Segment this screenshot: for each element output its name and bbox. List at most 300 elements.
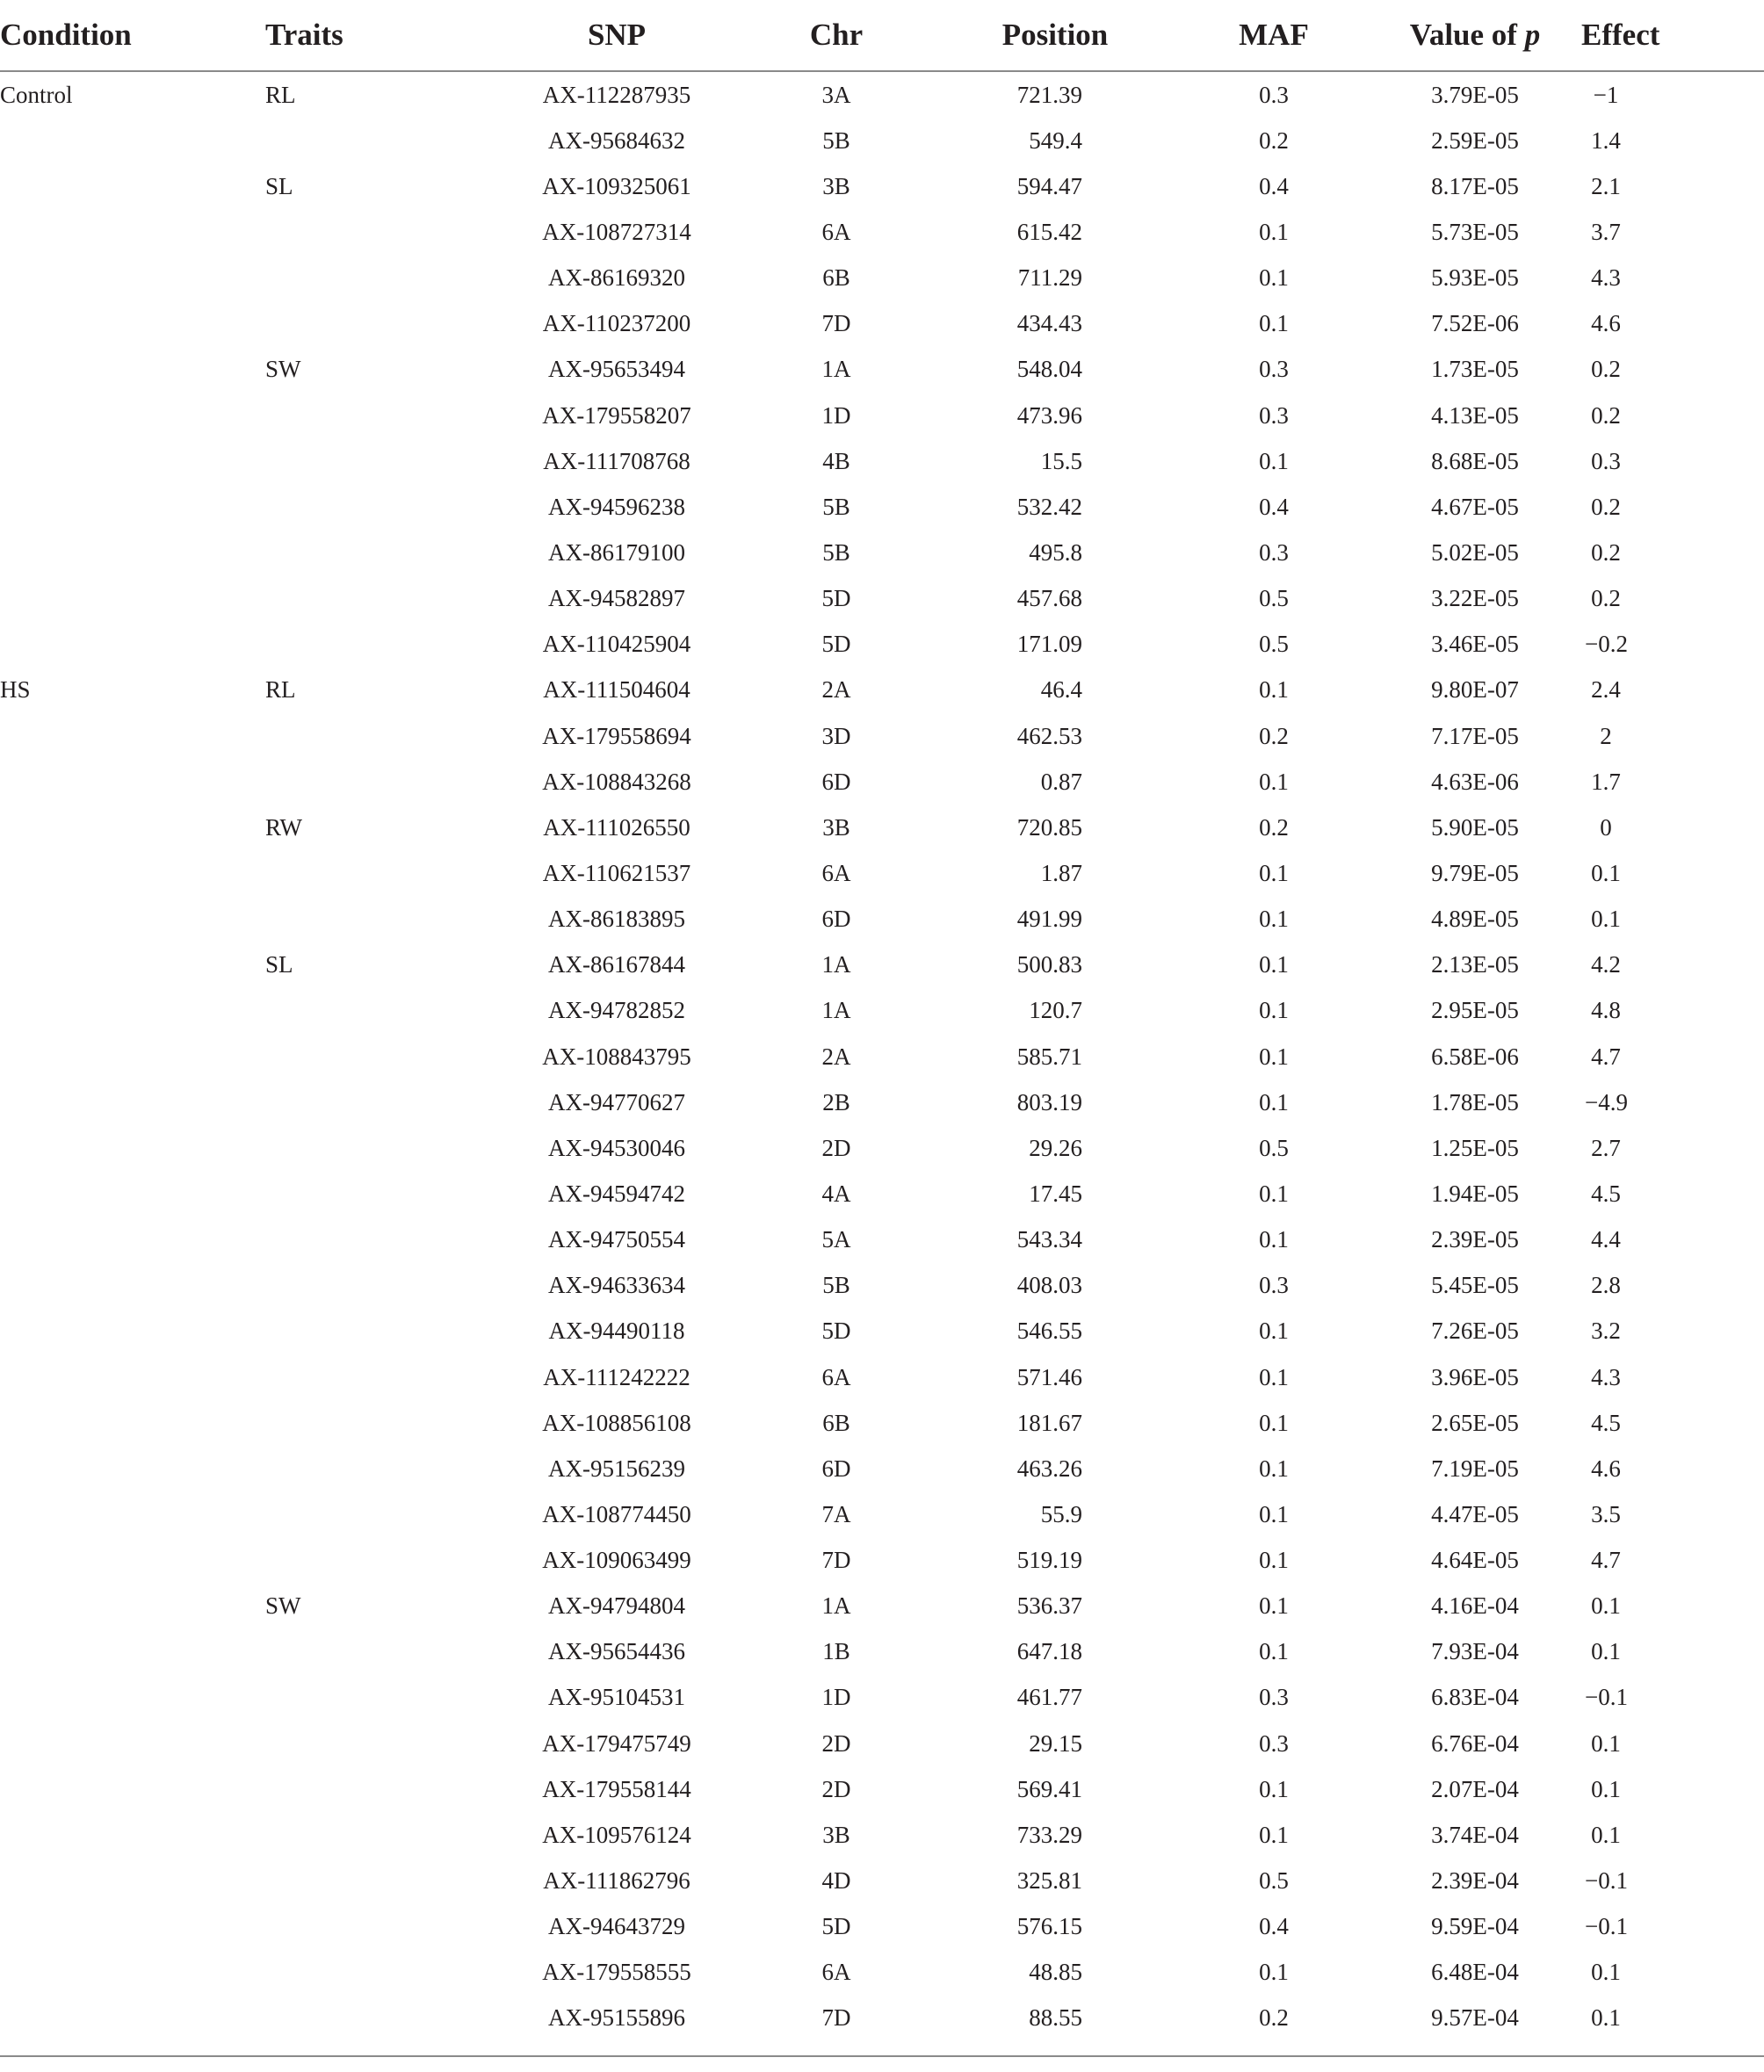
effect-value: −0.2 <box>1585 631 1628 658</box>
cell-condition <box>0 1675 265 1721</box>
cell-effect <box>1588 1446 1764 1491</box>
cell-maf: 0.1 <box>1259 1363 1289 1390</box>
cell-trait <box>265 393 485 438</box>
cell-condition <box>0 1538 265 1584</box>
cell-p-value: 4.89E-05 <box>1431 906 1519 933</box>
cell-chr: 6D <box>821 1455 851 1482</box>
cell-position: 500.83 <box>1016 951 1082 978</box>
table-row <box>0 1125 1764 1171</box>
cell-effect <box>1585 1904 1764 1950</box>
cell-maf: 0.1 <box>1259 1775 1289 1802</box>
table-row <box>0 1996 1764 2041</box>
table-row <box>0 209 1764 255</box>
cell-chr: 6A <box>821 1959 851 1986</box>
table-row <box>0 530 1764 575</box>
header-p-value <box>1362 0 1588 71</box>
cell-p-value: 2.39E-05 <box>1431 1226 1519 1253</box>
cell-chr: 4D <box>821 1867 851 1895</box>
table-row <box>0 1538 1764 1584</box>
cell-condition <box>0 1171 265 1216</box>
cell-chr: 6A <box>821 218 851 245</box>
table-row <box>0 1400 1764 1446</box>
cell-snp: AX-111862796 <box>543 1867 690 1895</box>
cell-maf: 0.4 <box>1259 172 1289 199</box>
effect-value: −1 <box>1593 81 1619 108</box>
cell-position: 571.46 <box>1016 1363 1082 1390</box>
cell-maf: 0.1 <box>1259 264 1289 292</box>
header-p-prefix: Value of <box>1409 18 1525 52</box>
cell-snp: AX-95156239 <box>548 1455 685 1482</box>
effect-value: 0.1 <box>1591 2004 1621 2032</box>
cell-snp: AX-112287935 <box>542 81 691 108</box>
cell-position: 55.9 <box>1040 1500 1082 1527</box>
cell-maf: 0.1 <box>1259 1500 1289 1527</box>
cell-trait <box>265 209 485 255</box>
cell-chr: 6B <box>822 1409 850 1436</box>
cell-maf: 0.3 <box>1259 81 1289 108</box>
cell-condition <box>0 209 265 255</box>
cell-effect <box>1588 438 1764 484</box>
cell-chr: 5D <box>821 585 851 612</box>
cell-position: 120.7 <box>1029 997 1082 1024</box>
cell-condition <box>0 530 265 575</box>
cell-chr: 1D <box>821 1684 851 1711</box>
cell-p-value: 5.73E-05 <box>1431 218 1519 245</box>
cell-maf: 0.1 <box>1259 906 1289 933</box>
cell-position: 546.55 <box>1016 1318 1082 1345</box>
cell-effect <box>1588 576 1764 622</box>
effect-value: 4.4 <box>1591 1226 1621 1253</box>
table-row <box>0 301 1764 347</box>
cell-p-value: 3.79E-05 <box>1431 81 1519 108</box>
cell-p-value: 6.83E-04 <box>1431 1684 1519 1711</box>
cell-chr: 2A <box>821 676 851 704</box>
cell-chr: 6D <box>821 906 851 933</box>
cell-maf: 0.5 <box>1259 631 1289 658</box>
cell-snp: AX-94770627 <box>548 1088 685 1115</box>
cell-trait <box>265 1766 485 1812</box>
cell-maf: 0.3 <box>1259 538 1289 566</box>
cell-chr: 2A <box>821 1043 851 1070</box>
cell-maf: 0.2 <box>1259 2004 1289 2032</box>
cell-snp: AX-110425904 <box>542 631 691 658</box>
cell-position: 491.99 <box>1016 906 1082 933</box>
cell-snp: AX-179558694 <box>542 722 691 749</box>
cell-p-value: 8.17E-05 <box>1431 172 1519 199</box>
cell-condition <box>0 1950 265 1996</box>
cell-p-value: 3.74E-04 <box>1431 1821 1519 1848</box>
cell-position: 88.55 <box>1029 2004 1082 2032</box>
cell-effect <box>1585 622 1764 668</box>
cell-trait <box>265 1538 485 1584</box>
table-row <box>0 347 1764 393</box>
cell-p-value: 3.96E-05 <box>1431 1363 1519 1390</box>
cell-p-value: 4.47E-05 <box>1431 1500 1519 1527</box>
effect-value: 2.7 <box>1591 1134 1621 1161</box>
cell-maf: 0.2 <box>1259 813 1289 841</box>
cell-snp: AX-94530046 <box>548 1134 685 1161</box>
effect-value: 0.2 <box>1591 401 1621 429</box>
cell-snp: AX-108856108 <box>542 1409 691 1436</box>
cell-chr: 6B <box>822 264 850 292</box>
cell-snp: AX-94643729 <box>548 1913 685 1940</box>
cell-p-value: 1.73E-05 <box>1431 356 1519 383</box>
cell-trait <box>265 438 485 484</box>
cell-maf: 0.1 <box>1259 218 1289 245</box>
cell-trait <box>265 1171 485 1216</box>
cell-condition <box>0 1812 265 1858</box>
cell-maf: 0.1 <box>1259 1043 1289 1070</box>
cell-position: 548.04 <box>1016 356 1082 383</box>
cell-trait <box>265 1721 485 1766</box>
cell-effect <box>1588 1309 1764 1354</box>
cell-p-value: 9.79E-05 <box>1431 859 1519 886</box>
cell-effect <box>1585 1858 1764 1903</box>
cell-snp: AX-95155896 <box>548 2004 685 2032</box>
table-row <box>0 713 1764 759</box>
cell-snp: AX-179475749 <box>542 1729 691 1757</box>
cell-chr: 2D <box>821 1134 851 1161</box>
cell-position: 17.45 <box>1029 1180 1082 1207</box>
table-row <box>0 805 1764 850</box>
cell-maf: 0.1 <box>1259 1226 1289 1253</box>
cell-maf: 0.4 <box>1259 493 1289 520</box>
cell-condition <box>0 1584 265 1629</box>
cell-maf: 0.5 <box>1259 1134 1289 1161</box>
cell-condition <box>0 256 265 301</box>
cell-snp: AX-95653494 <box>548 356 685 383</box>
header-p-italic: p <box>1524 18 1541 52</box>
cell-chr: 6D <box>821 768 851 795</box>
table-row <box>0 1034 1764 1079</box>
cell-position: 720.85 <box>1016 813 1082 841</box>
cell-position: 495.8 <box>1029 538 1082 566</box>
cell-effect <box>1588 484 1764 530</box>
cell-condition <box>0 622 265 668</box>
cell-chr: 5B <box>822 493 850 520</box>
cell-trait <box>265 897 485 942</box>
header-traits: Traits <box>265 0 485 71</box>
cell-trait: SW <box>265 1592 301 1620</box>
cell-effect <box>1588 209 1764 255</box>
cell-p-value: 2.07E-04 <box>1431 1775 1519 1802</box>
cell-snp: AX-111242222 <box>543 1363 690 1390</box>
cell-snp: AX-108774450 <box>542 1500 691 1527</box>
table-row <box>0 668 1764 713</box>
cell-maf: 0.3 <box>1259 356 1289 383</box>
table-row <box>0 1217 1764 1263</box>
cell-position: 569.41 <box>1016 1775 1082 1802</box>
effect-value: 4.3 <box>1591 1363 1621 1390</box>
cell-maf: 0.3 <box>1259 1729 1289 1757</box>
cell-p-value: 2.39E-04 <box>1431 1867 1519 1895</box>
cell-effect <box>1588 1125 1764 1171</box>
table-row <box>0 1675 1764 1721</box>
cell-trait <box>265 1950 485 1996</box>
cell-position: 325.81 <box>1016 1867 1082 1895</box>
effect-value: 4.2 <box>1591 951 1621 978</box>
cell-snp: AX-109063499 <box>542 1547 691 1574</box>
cell-effect <box>1588 347 1764 393</box>
cell-p-value: 9.80E-07 <box>1431 676 1519 704</box>
header-row <box>0 0 1764 71</box>
cell-condition <box>0 1446 265 1491</box>
cell-condition <box>0 1629 265 1675</box>
cell-snp: AX-111504604 <box>543 676 690 704</box>
cell-effect <box>1588 1034 1764 1079</box>
cell-maf: 0.1 <box>1259 1592 1289 1620</box>
cell-p-value: 3.46E-05 <box>1431 631 1519 658</box>
header-condition: Condition <box>0 0 265 71</box>
cell-trait <box>265 1400 485 1446</box>
cell-p-value: 6.48E-04 <box>1431 1959 1519 1986</box>
cell-trait: SL <box>265 951 293 978</box>
cell-condition <box>0 438 265 484</box>
cell-chr: 5D <box>821 1318 851 1345</box>
table-row <box>0 1354 1764 1400</box>
cell-maf: 0.3 <box>1259 1272 1289 1299</box>
cell-maf: 0.2 <box>1259 126 1289 154</box>
cell-snp: AX-179558555 <box>542 1959 691 1986</box>
cell-trait <box>265 1125 485 1171</box>
table-row <box>0 988 1764 1034</box>
cell-p-value: 4.13E-05 <box>1431 401 1519 429</box>
cell-snp: AX-179558144 <box>542 1775 691 1802</box>
effect-value: 4.5 <box>1591 1409 1621 1436</box>
cell-chr: 2B <box>822 1088 850 1115</box>
cell-snp: AX-109576124 <box>542 1821 691 1848</box>
table-row <box>0 897 1764 942</box>
cell-snp: AX-108727314 <box>542 218 691 245</box>
cell-condition <box>0 850 265 896</box>
cell-snp: AX-94782852 <box>548 997 685 1024</box>
cell-effect <box>1588 301 1764 347</box>
cell-position: 408.03 <box>1016 1272 1082 1299</box>
cell-maf: 0.1 <box>1259 447 1289 474</box>
effect-value: 0.1 <box>1591 859 1621 886</box>
cell-trait <box>265 256 485 301</box>
cell-position: 462.53 <box>1016 722 1082 749</box>
cell-maf: 0.3 <box>1259 401 1289 429</box>
effect-value: 3.7 <box>1591 218 1621 245</box>
cell-effect <box>1588 163 1764 209</box>
cell-effect <box>1588 1217 1764 1263</box>
cell-effect <box>1588 1354 1764 1400</box>
cell-chr: 4A <box>821 1180 851 1207</box>
cell-chr: 6A <box>821 859 851 886</box>
cell-trait: RL <box>265 676 296 704</box>
cell-trait <box>265 1491 485 1537</box>
cell-snp: AX-111708768 <box>543 447 690 474</box>
table-row <box>0 1629 1764 1675</box>
cell-condition <box>0 1904 265 1950</box>
cell-position: 585.71 <box>1016 1043 1082 1070</box>
cell-effect <box>1585 1079 1764 1125</box>
table-row <box>0 393 1764 438</box>
cell-condition <box>0 484 265 530</box>
cell-condition <box>0 942 265 988</box>
cell-snp: AX-86183895 <box>548 906 685 933</box>
cell-position: 536.37 <box>1016 1592 1082 1620</box>
cell-maf: 0.1 <box>1259 951 1289 978</box>
effect-value: 0.1 <box>1591 906 1621 933</box>
cell-p-value: 8.68E-05 <box>1431 447 1519 474</box>
effect-value: −0.1 <box>1585 1913 1628 1940</box>
cell-maf: 0.1 <box>1259 997 1289 1024</box>
cell-p-value: 6.58E-06 <box>1431 1043 1519 1070</box>
cell-effect <box>1588 1996 1764 2041</box>
cell-chr: 5B <box>822 538 850 566</box>
cell-snp: AX-86179100 <box>548 538 685 566</box>
cell-position: 576.15 <box>1016 1913 1082 1940</box>
cell-trait <box>265 118 485 163</box>
cell-condition <box>0 897 265 942</box>
table-row <box>0 759 1764 805</box>
cell-snp: AX-109325061 <box>542 172 691 199</box>
cell-condition <box>0 759 265 805</box>
table-row <box>0 850 1764 896</box>
cell-snp: AX-94750554 <box>548 1226 685 1253</box>
cell-condition <box>0 301 265 347</box>
cell-maf: 0.4 <box>1259 1913 1289 1940</box>
cell-maf: 0.1 <box>1259 1409 1289 1436</box>
table-row <box>0 71 1764 118</box>
cell-p-value: 7.17E-05 <box>1431 722 1519 749</box>
cell-trait <box>265 576 485 622</box>
cell-maf: 0.1 <box>1259 1455 1289 1482</box>
cell-snp: AX-108843268 <box>542 768 691 795</box>
cell-maf: 0.5 <box>1259 585 1289 612</box>
cell-chr: 1A <box>821 951 851 978</box>
effect-value: 0.2 <box>1591 356 1621 383</box>
cell-snp: AX-95104531 <box>548 1684 685 1711</box>
cell-p-value: 5.93E-05 <box>1431 264 1519 292</box>
cell-position: 1.87 <box>1040 859 1082 886</box>
cell-trait: RW <box>265 813 303 841</box>
table-row <box>0 256 1764 301</box>
cell-p-value: 7.93E-04 <box>1431 1638 1519 1665</box>
cell-condition <box>0 576 265 622</box>
cell-p-value: 7.19E-05 <box>1431 1455 1519 1482</box>
effect-value: 0.1 <box>1591 1959 1621 1986</box>
cell-maf: 0.1 <box>1259 1638 1289 1665</box>
cell-condition <box>0 1766 265 1812</box>
cell-trait <box>265 1217 485 1263</box>
cell-effect <box>1588 942 1764 988</box>
cell-position: 647.18 <box>1016 1638 1082 1665</box>
effect-value: 0.2 <box>1591 538 1621 566</box>
effect-value: 1.4 <box>1591 126 1621 154</box>
cell-maf: 0.2 <box>1259 722 1289 749</box>
cell-chr: 5D <box>821 1913 851 1940</box>
table-row <box>0 1491 1764 1537</box>
table-row <box>0 1950 1764 1996</box>
cell-p-value: 9.57E-04 <box>1431 2004 1519 2032</box>
cell-effect <box>1588 988 1764 1034</box>
cell-maf: 0.1 <box>1259 310 1289 337</box>
cell-condition <box>0 988 265 1034</box>
table-row <box>0 1171 1764 1216</box>
header-effect-label: Effect <box>1581 18 1660 52</box>
cell-position: 543.34 <box>1016 1226 1082 1253</box>
cell-snp: AX-86169320 <box>548 264 685 292</box>
cell-trait <box>265 301 485 347</box>
effect-value: −0.1 <box>1585 1867 1628 1895</box>
cell-p-value: 4.63E-06 <box>1431 768 1519 795</box>
cell-snp: AX-110237200 <box>542 310 691 337</box>
cell-effect <box>1588 850 1764 896</box>
cell-trait <box>265 850 485 896</box>
effect-value: 4.7 <box>1591 1547 1621 1574</box>
cell-snp: AX-108843795 <box>542 1043 691 1070</box>
header-snp: SNP <box>485 0 748 71</box>
cell-chr: 1D <box>821 401 851 429</box>
cell-chr: 2D <box>821 1775 851 1802</box>
cell-trait <box>265 1309 485 1354</box>
cell-effect <box>1588 71 1764 118</box>
cell-condition <box>0 393 265 438</box>
cell-snp: AX-95684632 <box>548 126 685 154</box>
cell-trait <box>265 759 485 805</box>
cell-trait <box>265 1675 485 1721</box>
cell-effect <box>1588 118 1764 163</box>
effect-value: 2 <box>1600 722 1612 749</box>
cell-snp: AX-110621537 <box>542 859 691 886</box>
cell-position: 171.09 <box>1016 631 1082 658</box>
cell-condition <box>0 1858 265 1903</box>
cell-maf: 0.1 <box>1259 1547 1289 1574</box>
cell-condition <box>0 1491 265 1537</box>
header-chr: Chr <box>748 0 924 71</box>
effect-value: 0.2 <box>1591 493 1621 520</box>
effect-value: 1.7 <box>1591 768 1621 795</box>
cell-p-value: 2.13E-05 <box>1431 951 1519 978</box>
cell-p-value: 2.65E-05 <box>1431 1409 1519 1436</box>
cell-trait: SW <box>265 356 301 383</box>
cell-condition: Control <box>0 81 73 108</box>
cell-trait <box>265 1858 485 1903</box>
cell-p-value: 1.94E-05 <box>1431 1180 1519 1207</box>
cell-condition <box>0 1354 265 1400</box>
table-row <box>0 484 1764 530</box>
cell-position: 463.26 <box>1016 1455 1082 1482</box>
effect-value: 3.2 <box>1591 1318 1621 1345</box>
table-row <box>0 1904 1764 1950</box>
cell-condition <box>0 1125 265 1171</box>
table-row <box>0 942 1764 988</box>
cell-trait <box>265 1996 485 2041</box>
cell-condition <box>0 805 265 850</box>
cell-condition <box>0 1309 265 1354</box>
cell-chr: 7D <box>821 2004 851 2032</box>
cell-position: 0.87 <box>1040 768 1082 795</box>
effect-value: −4.9 <box>1585 1088 1628 1115</box>
effect-value: 2.4 <box>1591 676 1621 704</box>
table-row <box>0 1721 1764 1766</box>
cell-chr: 7D <box>821 310 851 337</box>
cell-chr: 1A <box>821 356 851 383</box>
cell-position: 29.26 <box>1029 1134 1082 1161</box>
table-row <box>0 1263 1764 1309</box>
cell-condition <box>0 163 265 209</box>
table-row <box>0 118 1764 163</box>
cell-position: 733.29 <box>1016 1821 1082 1848</box>
cell-chr: 1A <box>821 997 851 1024</box>
cell-snp: AX-94490118 <box>548 1318 685 1345</box>
cell-effect <box>1588 668 1764 713</box>
effect-value: 0 <box>1600 813 1612 841</box>
cell-chr: 1B <box>822 1638 850 1665</box>
